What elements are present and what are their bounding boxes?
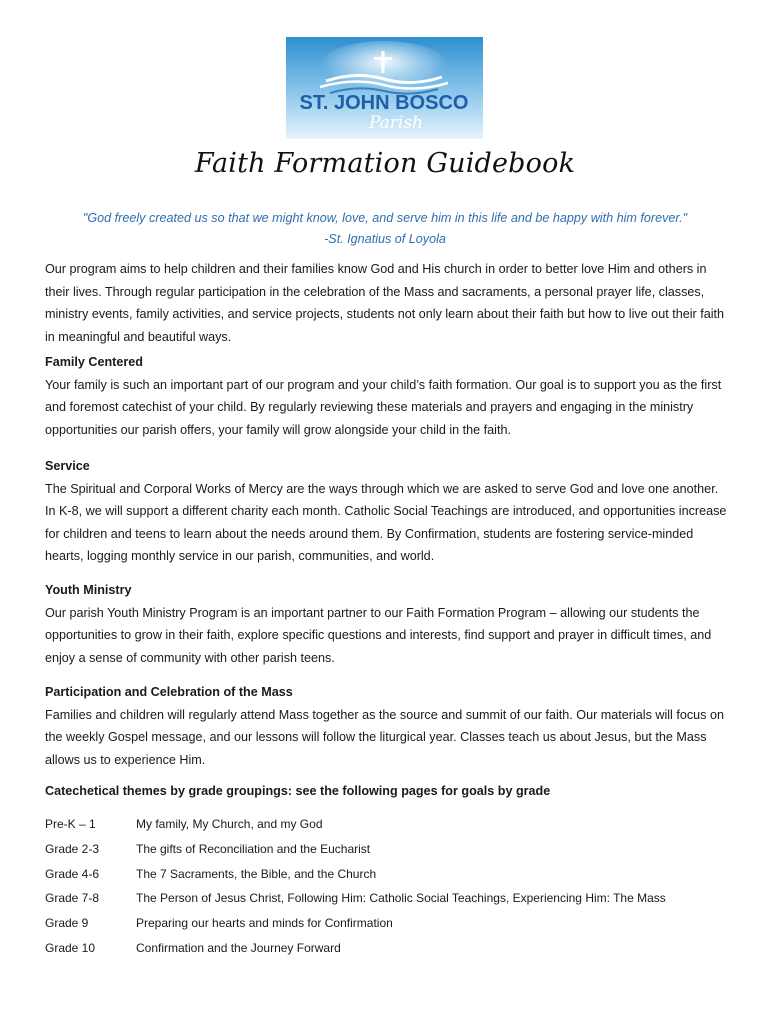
grade-label: Grade 10 — [45, 940, 96, 955]
section-body: Our parish Youth Ministry Program is an important partner to our Faith Formation Program – allowing our students the opportunities to grow in their faith, explore specific questions and interests, find support and prayer in difficult times, and enjoy a sense of community with other parish teens. — [45, 605, 712, 665]
grade-row — [45, 862, 735, 887]
section-body: Families and children will regularly attend Mass together as the source and summit of our faith. Our materials will focus on the weekly Gospel message, and our lessons will follow the liturgical year. Classes teach us about Jesus, but the Mass allows us to experience Him. — [45, 707, 724, 767]
quote-attribution: -St. Ignatius of Loyola — [324, 232, 446, 246]
page-title: Faith Formation Guidebook — [194, 148, 576, 179]
grade-row — [45, 812, 735, 837]
section-heading: Youth Ministry — [45, 583, 132, 597]
intro-paragraph: Our program aims to help children and their families know God and His church in order to better love Him and others in their lives. Through regular participation in the celebration of the Mass and sacraments, a personal prayer life, classes, ministry events, family activities, and service projects, students not only learn about their faith but how to live out their faith in meaningful and beautiful ways. — [45, 262, 724, 344]
section-mass-participation — [45, 681, 730, 771]
grade-theme: The Person of Jesus Christ, Following Him: Catholic Social Teachings, Experiencing Him: The Mass — [136, 891, 666, 906]
section-youth-ministry — [45, 579, 730, 669]
section-family-centered — [45, 351, 730, 441]
grade-theme: Confirmation and the Journey Forward — [136, 940, 341, 955]
grade-label: Grade 7-8 — [45, 891, 100, 906]
section-heading: Family Centered — [45, 355, 143, 369]
section-heading: Participation and Celebration of the Mass — [45, 685, 293, 699]
quote-text: "God freely created us so that we might know, love, and serve him in this life and be happy with him forever." — [82, 211, 688, 225]
grade-themes-list — [45, 812, 735, 961]
grade-row — [45, 886, 735, 911]
section-body: The Spiritual and Corporal Works of Mercy are the ways through which we are asked to serve God and love one another. In K-8, we will support a different charity each month. Catholic Social Teachings are introduced, and opportunities increase for children and teens to learn about the needs around them. By Confirmation, students are fostering service-minded hearts, logging monthly service in our parish, communities, and world. — [45, 481, 727, 563]
grade-label: Grade 2-3 — [45, 841, 100, 856]
grade-row — [45, 911, 735, 936]
opening-quote — [0, 208, 770, 250]
grade-row — [45, 936, 735, 961]
grade-label: Pre-K – 1 — [45, 817, 96, 831]
grade-theme: My family, My Church, and my God — [136, 817, 323, 831]
section-service — [45, 455, 730, 568]
grade-row — [45, 837, 735, 862]
grade-theme: Preparing our hearts and minds for Confirmation — [136, 916, 393, 931]
themes-heading: Catechetical themes by grade groupings: see the following pages for goals by grade — [45, 784, 551, 798]
logo-name-line1: ST. JOHN BOSCO — [299, 92, 469, 114]
logo-name-line2: Parish — [368, 113, 424, 133]
grade-theme: The 7 Sacraments, the Bible, and the Church — [136, 866, 377, 881]
grade-label: Grade 4-6 — [45, 866, 100, 881]
parish-logo — [286, 37, 483, 139]
section-heading: Service — [45, 459, 90, 473]
grade-label: Grade 9 — [45, 916, 89, 931]
section-body: Your family is such an important part of our program and your child’s faith formation. Our goal is to support you as the first and foremost catechist of your child. By regularly reviewing these materials and prayers and engaging in the ministry opportunities our parish offers, your family will grow alongside your child in the faith. — [45, 377, 722, 437]
grade-theme: The gifts of Reconciliation and the Eucharist — [136, 841, 371, 856]
